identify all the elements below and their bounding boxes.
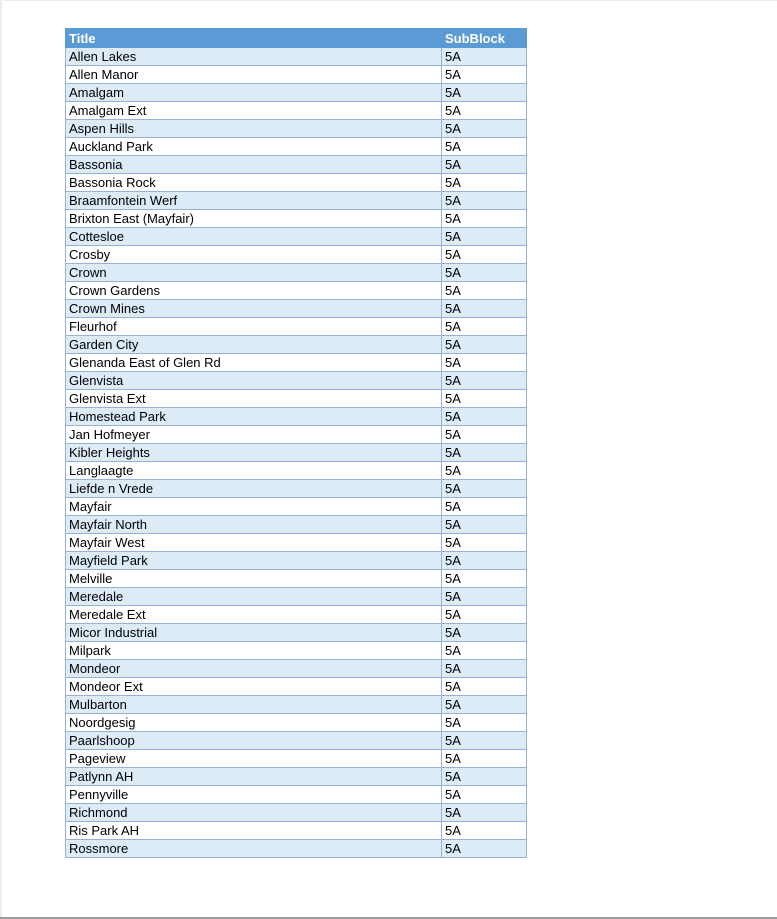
table-row (66, 660, 527, 678)
cell-subblock: 5A (442, 714, 527, 732)
table-row (66, 426, 527, 444)
cell-title: Allen Manor (66, 66, 442, 84)
table-row (66, 318, 527, 336)
cell-title: Mayfield Park (66, 552, 442, 570)
table-row (66, 480, 527, 498)
cell-subblock: 5A (442, 786, 527, 804)
cell-title: Meredale (66, 588, 442, 606)
table-header-row (66, 29, 527, 48)
cell-title: Amalgam Ext (66, 102, 442, 120)
table-row (66, 588, 527, 606)
cell-title: Mayfair West (66, 534, 442, 552)
page-left-shadow (0, 0, 3, 919)
cell-title: Braamfontein Werf (66, 192, 442, 210)
cell-subblock: 5A (442, 390, 527, 408)
cell-title: Homestead Park (66, 408, 442, 426)
table-row (66, 84, 527, 102)
cell-title: Pageview (66, 750, 442, 768)
cell-subblock: 5A (442, 66, 527, 84)
cell-title: Brixton East (Mayfair) (66, 210, 442, 228)
table-row (66, 138, 527, 156)
cell-title: Crown Gardens (66, 282, 442, 300)
cell-subblock: 5A (442, 120, 527, 138)
cell-subblock: 5A (442, 606, 527, 624)
cell-title: Auckland Park (66, 138, 442, 156)
page-top-edge (0, 0, 777, 1)
suburb-subblock-table (65, 28, 527, 858)
cell-title: Pennyville (66, 786, 442, 804)
cell-subblock: 5A (442, 750, 527, 768)
table-row (66, 732, 527, 750)
table-row (66, 66, 527, 84)
table-body (66, 48, 527, 858)
cell-subblock: 5A (442, 48, 527, 66)
cell-title: Patlynn AH (66, 768, 442, 786)
cell-title: Amalgam (66, 84, 442, 102)
cell-subblock: 5A (442, 822, 527, 840)
cell-title: Glenvista Ext (66, 390, 442, 408)
table-row (66, 714, 527, 732)
cell-subblock: 5A (442, 462, 527, 480)
table-row (66, 408, 527, 426)
table-row (66, 48, 527, 66)
cell-subblock: 5A (442, 192, 527, 210)
cell-subblock: 5A (442, 552, 527, 570)
table-row (66, 462, 527, 480)
cell-title: Milpark (66, 642, 442, 660)
cell-subblock: 5A (442, 354, 527, 372)
cell-subblock: 5A (442, 516, 527, 534)
table-row (66, 300, 527, 318)
cell-title: Paarlshoop (66, 732, 442, 750)
cell-subblock: 5A (442, 768, 527, 786)
table-row (66, 570, 527, 588)
cell-subblock: 5A (442, 228, 527, 246)
table-row (66, 102, 527, 120)
cell-title: Crosby (66, 246, 442, 264)
table-row (66, 228, 527, 246)
cell-title: Mondeor (66, 660, 442, 678)
header-subblock: SubBlock (442, 29, 527, 48)
cell-subblock: 5A (442, 372, 527, 390)
table-row (66, 768, 527, 786)
cell-title: Richmond (66, 804, 442, 822)
table-row (66, 498, 527, 516)
cell-title: Aspen Hills (66, 120, 442, 138)
table-row (66, 804, 527, 822)
cell-title: Cottesloe (66, 228, 442, 246)
cell-subblock: 5A (442, 138, 527, 156)
cell-title: Bassonia (66, 156, 442, 174)
table-row (66, 120, 527, 138)
table-row (66, 516, 527, 534)
cell-subblock: 5A (442, 156, 527, 174)
table-row (66, 174, 527, 192)
cell-title: Crown Mines (66, 300, 442, 318)
cell-subblock: 5A (442, 840, 527, 858)
cell-subblock: 5A (442, 174, 527, 192)
table-row (66, 264, 527, 282)
table-row (66, 822, 527, 840)
cell-subblock: 5A (442, 660, 527, 678)
table-row (66, 840, 527, 858)
cell-subblock: 5A (442, 84, 527, 102)
cell-subblock: 5A (442, 804, 527, 822)
cell-subblock: 5A (442, 570, 527, 588)
cell-subblock: 5A (442, 444, 527, 462)
table-row (66, 156, 527, 174)
table-row (66, 786, 527, 804)
table-row (66, 750, 527, 768)
cell-subblock: 5A (442, 264, 527, 282)
cell-subblock: 5A (442, 588, 527, 606)
cell-title: Mondeor Ext (66, 678, 442, 696)
cell-subblock: 5A (442, 210, 527, 228)
cell-title: Liefde n Vrede (66, 480, 442, 498)
cell-title: Allen Lakes (66, 48, 442, 66)
header-title: Title (66, 29, 442, 48)
cell-subblock: 5A (442, 426, 527, 444)
cell-subblock: 5A (442, 282, 527, 300)
cell-title: Ris Park AH (66, 822, 442, 840)
table-row (66, 678, 527, 696)
cell-title: Langlaagte (66, 462, 442, 480)
cell-subblock: 5A (442, 300, 527, 318)
table-row (66, 390, 527, 408)
cell-title: Jan Hofmeyer (66, 426, 442, 444)
table-row (66, 552, 527, 570)
cell-title: Garden City (66, 336, 442, 354)
cell-subblock: 5A (442, 696, 527, 714)
cell-title: Fleurhof (66, 318, 442, 336)
table-row (66, 642, 527, 660)
table-row (66, 444, 527, 462)
cell-title: Glenanda East of Glen Rd (66, 354, 442, 372)
cell-title: Mayfair North (66, 516, 442, 534)
table-row (66, 336, 527, 354)
cell-title: Kibler Heights (66, 444, 442, 462)
cell-subblock: 5A (442, 480, 527, 498)
cell-title: Noordgesig (66, 714, 442, 732)
cell-title: Crown (66, 264, 442, 282)
table-row (66, 624, 527, 642)
cell-title: Rossmore (66, 840, 442, 858)
cell-subblock: 5A (442, 642, 527, 660)
table-row (66, 354, 527, 372)
cell-title: Mulbarton (66, 696, 442, 714)
cell-subblock: 5A (442, 732, 527, 750)
cell-subblock: 5A (442, 534, 527, 552)
cell-title: Micor Industrial (66, 624, 442, 642)
cell-title: Mayfair (66, 498, 442, 516)
table-row (66, 282, 527, 300)
cell-subblock: 5A (442, 498, 527, 516)
cell-subblock: 5A (442, 102, 527, 120)
cell-subblock: 5A (442, 678, 527, 696)
cell-title: Bassonia Rock (66, 174, 442, 192)
table-row (66, 372, 527, 390)
cell-title: Glenvista (66, 372, 442, 390)
table-row (66, 246, 527, 264)
cell-title: Meredale Ext (66, 606, 442, 624)
cell-subblock: 5A (442, 246, 527, 264)
table-row (66, 192, 527, 210)
cell-subblock: 5A (442, 408, 527, 426)
cell-title: Melville (66, 570, 442, 588)
table-row (66, 606, 527, 624)
cell-subblock: 5A (442, 336, 527, 354)
table-row (66, 210, 527, 228)
table-row (66, 534, 527, 552)
cell-subblock: 5A (442, 318, 527, 336)
table-row (66, 696, 527, 714)
cell-subblock: 5A (442, 624, 527, 642)
